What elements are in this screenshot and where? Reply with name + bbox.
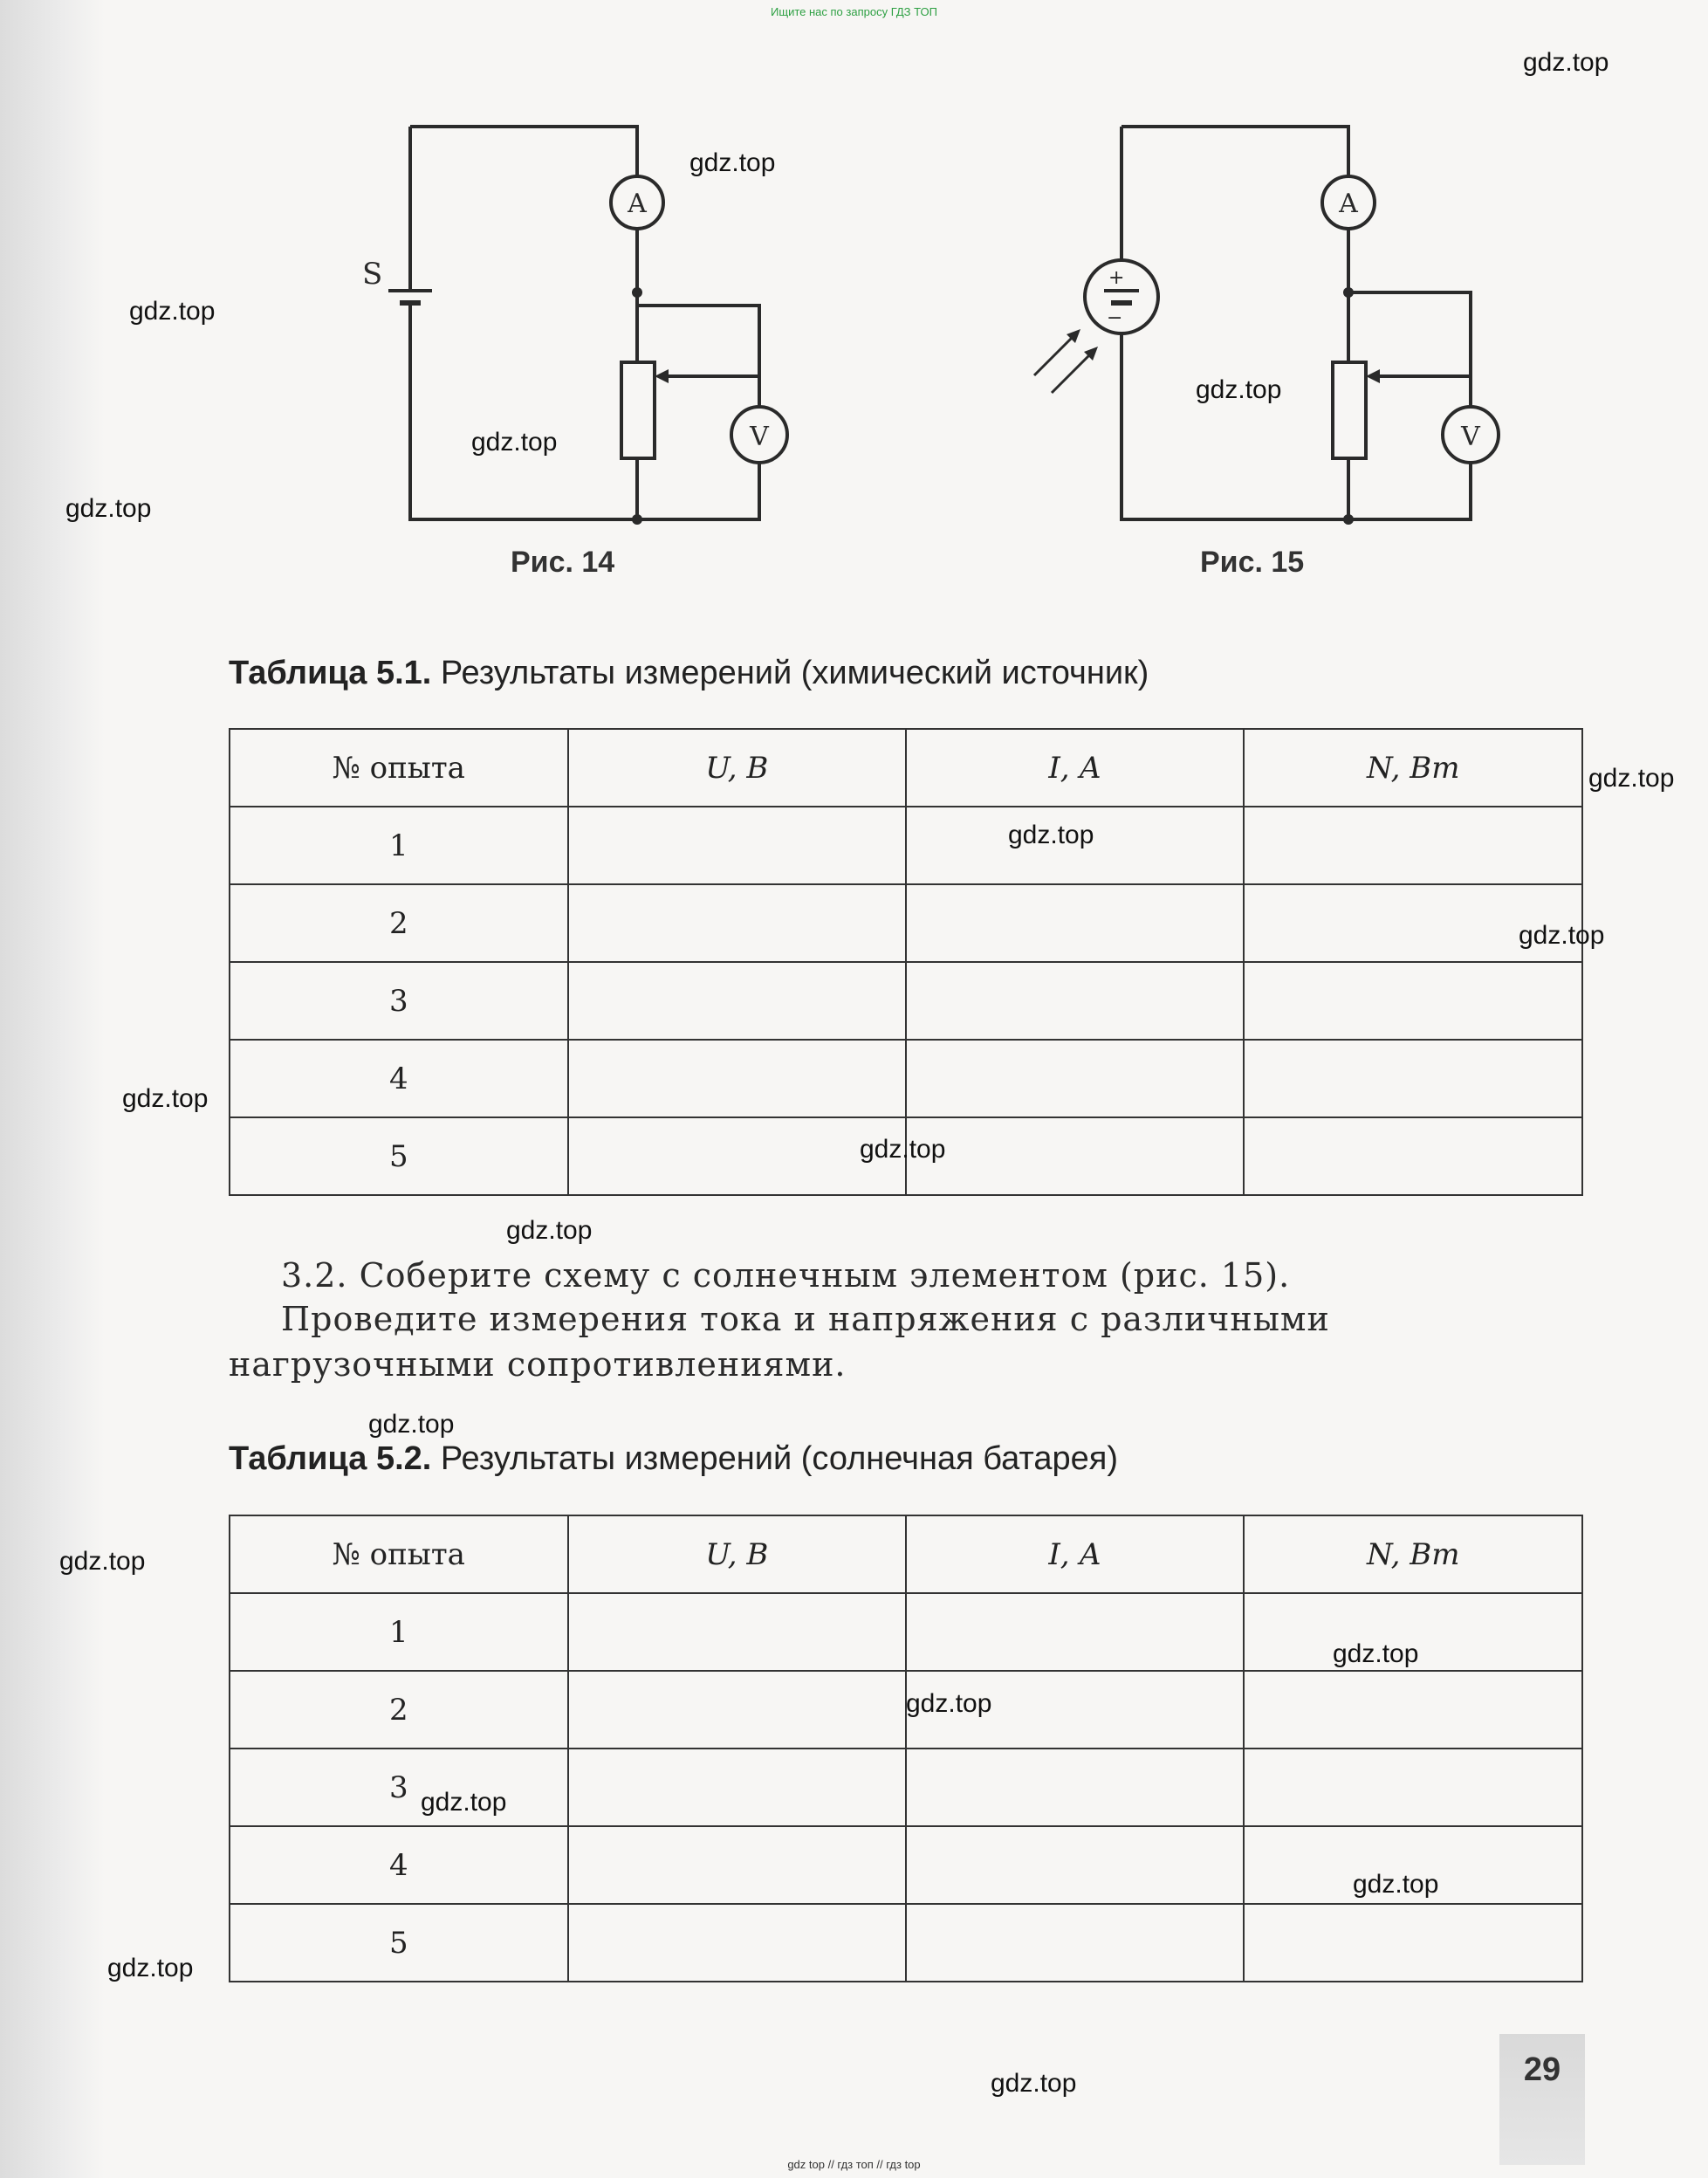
top-banner: Ищите нас по запросу ГДЗ ТОП: [771, 5, 937, 18]
current-cell[interactable]: [906, 884, 1244, 962]
voltage-cell[interactable]: [568, 1593, 906, 1671]
header-power: N, Вт: [1244, 1515, 1582, 1593]
current-cell[interactable]: [906, 1117, 1244, 1195]
ammeter-label: A: [1339, 189, 1358, 219]
voltage-cell[interactable]: [568, 1671, 906, 1749]
watermark: gdz.top: [122, 1084, 209, 1113]
row-number: 1: [230, 807, 568, 884]
header-voltage: U, В: [568, 1515, 906, 1593]
svg-text:−: −: [1107, 307, 1123, 329]
power-cell[interactable]: [1244, 1749, 1582, 1826]
watermark: gdz.top: [860, 1135, 946, 1164]
watermark: gdz.top: [1196, 375, 1282, 404]
watermark: gdz.top: [1519, 921, 1605, 950]
voltage-cell[interactable]: [568, 884, 906, 962]
voltage-cell[interactable]: [568, 1749, 906, 1826]
page-number: 29: [1499, 2034, 1585, 2165]
power-cell[interactable]: [1244, 1117, 1582, 1195]
watermark: gdz.top: [65, 494, 152, 523]
watermark: gdz.top: [506, 1216, 593, 1245]
header-current: I, А: [906, 729, 1244, 807]
table-title-number: Таблица 5.2.: [229, 1440, 432, 1477]
circuit-figure-14: [349, 118, 838, 537]
row-number: 3: [230, 1749, 568, 1826]
book-spine-shadow: [0, 0, 105, 2178]
figure-14-caption: Рис. 14: [511, 546, 615, 579]
current-cell[interactable]: [906, 962, 1244, 1040]
measurement-table-chemical: [229, 728, 1583, 1196]
ammeter-label: A: [628, 189, 647, 219]
row-number: 3: [230, 962, 568, 1040]
header-power: N, Вт: [1244, 729, 1582, 807]
row-number: 5: [230, 1904, 568, 1982]
voltmeter-label: V: [750, 422, 769, 452]
power-cell[interactable]: [1244, 1040, 1582, 1117]
table-title-text: Результаты измерений (химический источник): [431, 655, 1149, 691]
svg-text:+: +: [1108, 267, 1125, 289]
table-row: [230, 1040, 1582, 1117]
table-header-row: [230, 729, 1582, 807]
voltage-cell[interactable]: [568, 962, 906, 1040]
row-number: 4: [230, 1826, 568, 1904]
table-row: [230, 807, 1582, 884]
task-3-2-instruction: Проведите измерения тока и напряжения с различными нагрузочными сопротивлениями.: [229, 1300, 1330, 1384]
watermark: gdz.top: [1523, 48, 1609, 77]
table-title-number: Таблица 5.1.: [229, 655, 432, 691]
row-number: 4: [230, 1040, 568, 1117]
watermark: gdz.top: [107, 1954, 194, 1982]
table-row: [230, 962, 1582, 1040]
header-experiment-number: № опыта: [230, 729, 568, 807]
watermark: gdz.top: [1588, 764, 1675, 793]
voltage-cell[interactable]: [568, 807, 906, 884]
voltage-cell[interactable]: [568, 1826, 906, 1904]
rheostat-icon: [621, 362, 655, 458]
watermark: gdz.top: [1333, 1639, 1419, 1668]
table-row: [230, 1904, 1582, 1982]
watermark: gdz.top: [991, 2069, 1077, 2098]
watermark: gdz.top: [906, 1689, 992, 1718]
bottom-banner: gdz top // гдз топ // гдз top: [787, 2158, 921, 2171]
voltage-cell[interactable]: [568, 1040, 906, 1117]
measurement-table-solar: [229, 1515, 1583, 1982]
header-experiment-number: № опыта: [230, 1515, 568, 1593]
row-number: 5: [230, 1117, 568, 1195]
light-arrows-icon: [1034, 334, 1093, 393]
watermark: gdz.top: [368, 1410, 455, 1439]
power-cell[interactable]: [1244, 807, 1582, 884]
circuit-figure-15: [1021, 118, 1510, 537]
row-number: 2: [230, 884, 568, 962]
voltage-cell[interactable]: [568, 1117, 906, 1195]
power-cell[interactable]: [1244, 1671, 1582, 1749]
table-5-1-title: [229, 655, 1149, 692]
watermark: gdz.top: [689, 148, 776, 177]
watermark: gdz.top: [1008, 821, 1094, 849]
switch-label: S: [362, 257, 383, 292]
watermark: gdz.top: [59, 1547, 146, 1576]
watermark: gdz.top: [129, 297, 216, 326]
voltmeter-label: V: [1461, 422, 1480, 452]
current-cell[interactable]: [906, 1593, 1244, 1671]
current-cell[interactable]: [906, 1904, 1244, 1982]
row-number: 1: [230, 1593, 568, 1671]
watermark: gdz.top: [421, 1788, 507, 1817]
header-voltage: U, В: [568, 729, 906, 807]
task-3-2-heading: 3.2. Соберите схему с солнечным элементом (рис. 15).: [281, 1256, 1291, 1295]
power-cell[interactable]: [1244, 1904, 1582, 1982]
watermark: gdz.top: [471, 428, 558, 457]
voltage-cell[interactable]: [568, 1904, 906, 1982]
current-cell[interactable]: [906, 1040, 1244, 1117]
table-5-2-title: [229, 1440, 1118, 1478]
table-row: [230, 884, 1582, 962]
current-cell[interactable]: [906, 1749, 1244, 1826]
current-cell[interactable]: [906, 1826, 1244, 1904]
header-current: I, А: [906, 1515, 1244, 1593]
watermark: gdz.top: [1353, 1870, 1439, 1899]
table-title-text: Результаты измерений (солнечная батарея): [431, 1440, 1119, 1477]
row-number: 2: [230, 1671, 568, 1749]
rheostat-icon: [1333, 362, 1366, 458]
power-cell[interactable]: [1244, 962, 1582, 1040]
table-header-row: [230, 1515, 1582, 1593]
figure-15-caption: Рис. 15: [1200, 546, 1305, 579]
